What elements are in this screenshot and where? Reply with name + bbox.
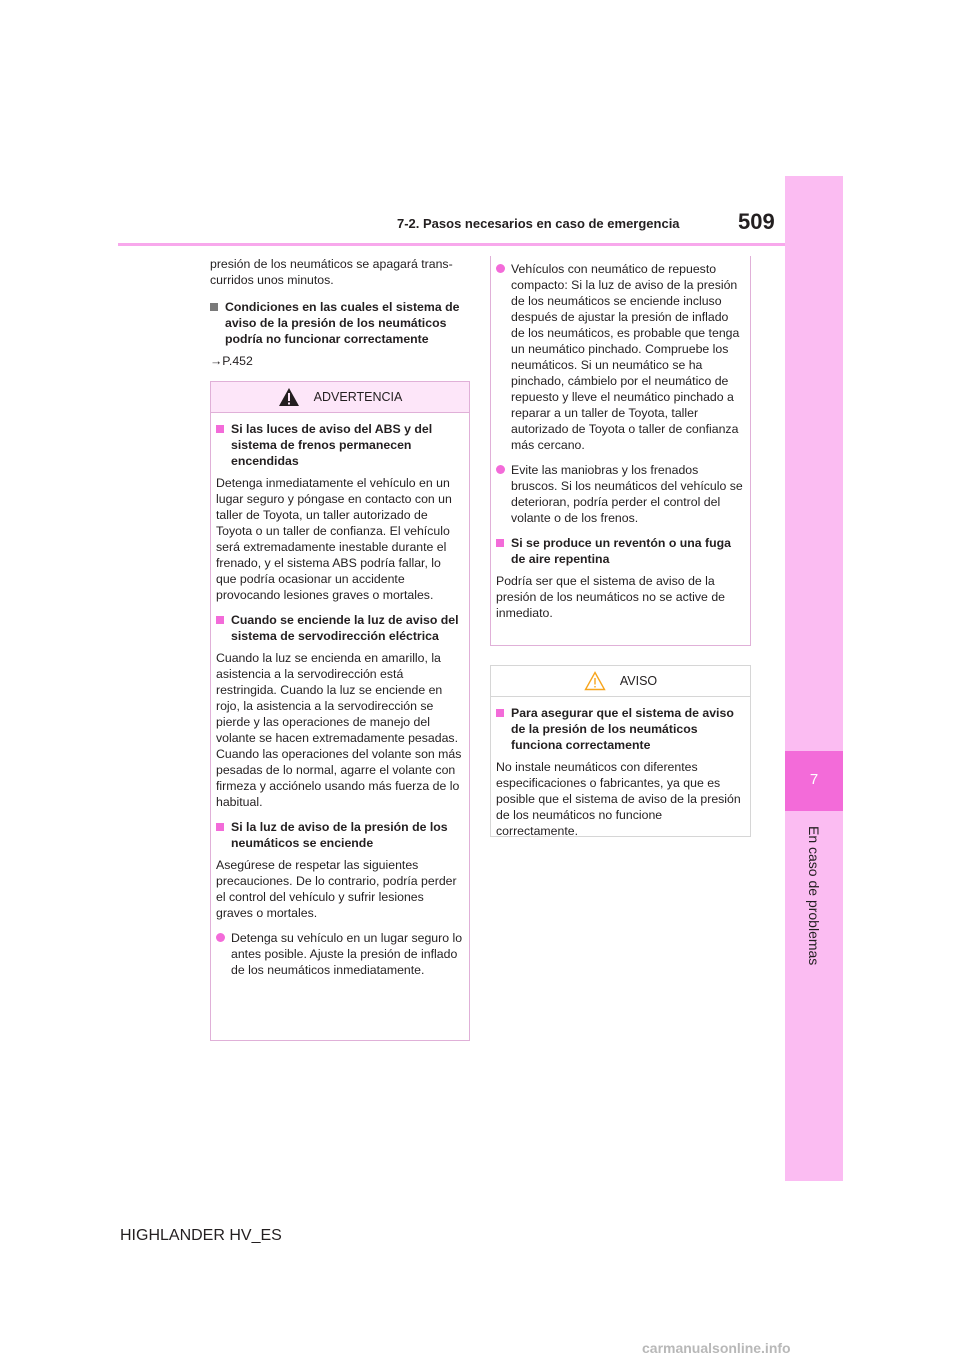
chapter-number: 7 [809, 771, 819, 788]
square-bullet-icon [496, 539, 504, 547]
warning-box [210, 381, 470, 1041]
round-bullet-icon [496, 264, 505, 273]
warning-box-continued [490, 256, 751, 646]
square-bullet-icon [216, 425, 224, 433]
conditions-heading: Condiciones en las cuales el sistema de aviso de la presión de los neumáticos podría no funcionar correctamente [210, 299, 472, 347]
list-item: Evite las maniobras y los frenados bruscos. Si los neumáticos del vehículo se deterioran, podría perder el control del volante o de los frenos. [496, 462, 744, 526]
page-number: 509 [738, 209, 775, 234]
abs-heading: Si las luces de aviso del ABS y del sistema de frenos permanecen encendidas [216, 421, 463, 469]
watermark: carmanualsonline.info [642, 1340, 791, 1356]
blowout-text: Podría ser que el sistema de aviso de la presión de los neumáticos no se active de inmediato. [496, 574, 725, 620]
chapter-sidebar [785, 176, 843, 1181]
notice-body [491, 697, 750, 852]
square-bullet-icon [216, 616, 224, 624]
chapter-title: En caso de problemas [806, 826, 822, 966]
left-column [210, 256, 472, 369]
warning-header [211, 382, 469, 413]
warning-triangle-icon [278, 387, 300, 407]
list-item: Vehículos con neumático de repuesto compacto: Si la luz de aviso de la presión de los neumáticos se enciende incluso después de ajustar la presión de inflado de los neumáticos, es probable que tenga un neumático pinchado. Compruebe los neumáticos. Si un neumático se ha pinchado, cámbielo por el neumático de repuesto y lleve el neumático pinchado a reparar a un taller de Toyota, taller autorizado de Toyota o taller de confianza más cercano. [496, 261, 744, 453]
section-title: 7-2. Pasos necesarios en caso de emergencia [397, 216, 680, 231]
blowout-heading: Si se produce un reventón o una fuga de aire repentina [496, 535, 744, 567]
intro-text: presión de los neumáticos se apagará trans- curridos unos minutos. [210, 257, 453, 287]
notice-box [490, 665, 751, 837]
tpws-heading: Si la luz de aviso de la presión de los neumáticos se enciende [216, 819, 463, 851]
footer-model: HIGHLANDER HV_ES [120, 1227, 282, 1244]
notice-title: AVISO [619, 674, 658, 688]
round-bullet-icon [216, 933, 225, 942]
header-rule [118, 243, 785, 246]
warning-title: ADVERTENCIA [313, 390, 403, 404]
notice-heading: Para asegurar que el sistema de aviso de la presión de los neumáticos funciona correctamente [496, 705, 744, 753]
warning-body [211, 413, 469, 991]
square-bullet-icon [496, 709, 504, 717]
eps-heading: Cuando se enciende la luz de aviso del sistema de servodirección eléctrica [216, 612, 463, 644]
square-bullet-icon [210, 303, 218, 311]
warning-body-continued [491, 256, 750, 634]
eps-text: Cuando la luz se encienda en amarillo, la asistencia a la servodirección está restringida. Cuando la luz se enciende en rojo, la asistencia a la servodirección se pierde y las operaciones de manejo del volante se hacen extremadamente pesadas. Cuando las operaciones del volante son más pesadas de lo normal, agarre el volante con firmeza y acciónelo usando más fuerza de lo habitual. [216, 651, 462, 809]
square-bullet-icon [216, 823, 224, 831]
notice-text: No instale neumáticos con diferentes especificaciones o fabricantes, ya que es posible que el sistema de aviso de la presión de los neumáticos no funcione correctamente. [496, 760, 741, 838]
notice-header [491, 666, 750, 697]
tpws-text: Asegúrese de respetar las siguientes precauciones. De lo contrario, podría perder el control del vehículo y sufrir lesiones graves o mortales. [216, 858, 457, 920]
round-bullet-icon [496, 465, 505, 474]
caution-triangle-icon [584, 671, 606, 691]
page-reference: →P.452 [210, 354, 253, 368]
list-item: Detenga su vehículo en un lugar seguro lo antes posible. Ajuste la presión de inflado de los neumáticos inmediatamente. [216, 930, 463, 978]
abs-text: Detenga inmediatamente el vehículo en un lugar seguro y póngase en contacto con un taller de Toyota, un taller autorizado de Toyota o un taller de confianza. El vehículo será extremadamente inestable durante el frenado, y el sistema ABS podría fallar, lo que podría ocasionar un accidente provocando lesiones graves o mortales. [216, 476, 452, 602]
